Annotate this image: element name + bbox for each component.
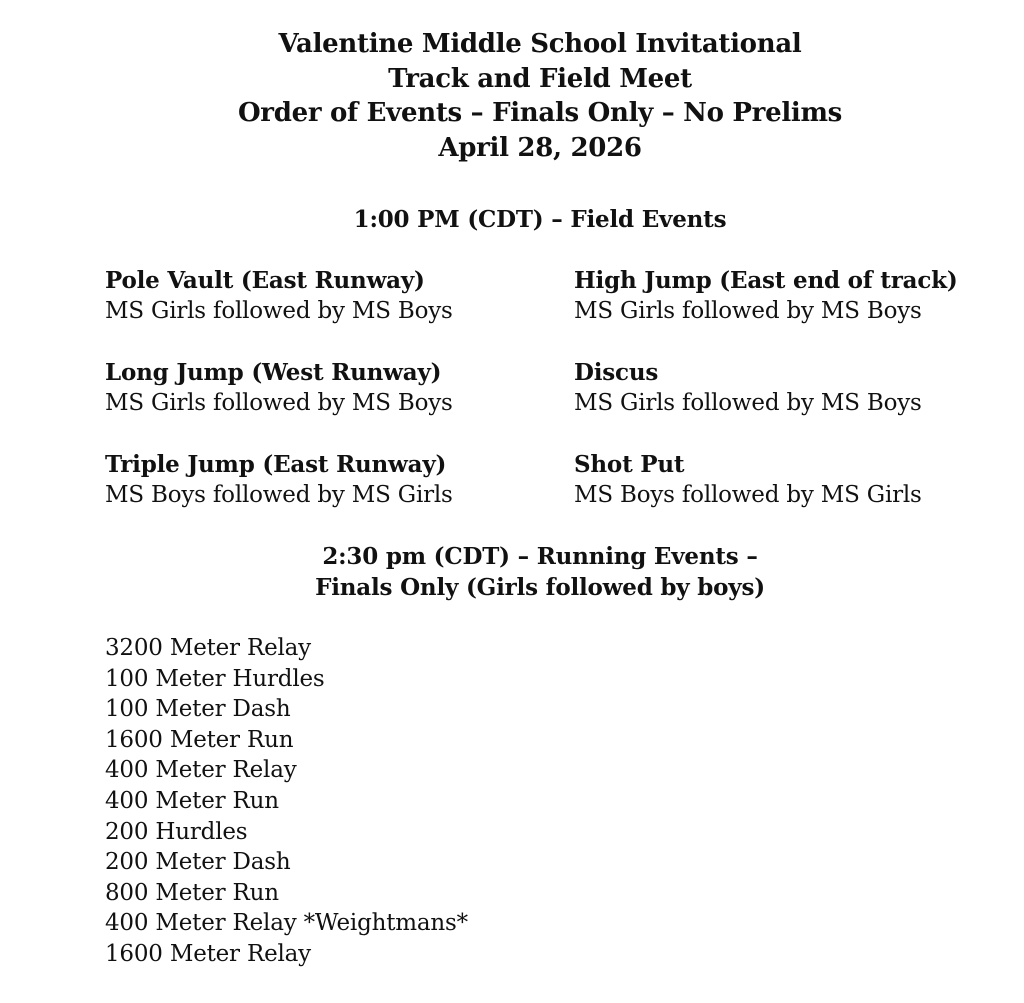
field-event-discus <box>574 357 922 419</box>
order-of-events-heading: Order of Events – Finals Only – No Prelims <box>237 98 843 128</box>
list-item: 400 Meter Run <box>105 787 279 814</box>
event-order: MS Girls followed by MS Boys <box>574 390 922 416</box>
field-event-triple-jump <box>105 449 453 511</box>
field-event-long-jump <box>105 357 453 419</box>
list-item: 800 Meter Run <box>105 879 279 906</box>
event-order: MS Girls followed by MS Boys <box>105 390 453 416</box>
event-order: MS Girls followed by MS Boys <box>574 298 922 324</box>
event-name: High Jump (East end of track) <box>574 267 958 294</box>
document-header <box>0 27 1024 165</box>
field-events-heading <box>0 204 1024 235</box>
meet-date: April 28, 2026 <box>438 132 642 163</box>
running-events-title: 2:30 pm (CDT) – Running Events – <box>322 543 758 570</box>
event-name: Long Jump (West Runway) <box>105 359 442 386</box>
event-name: Shot Put <box>574 451 685 478</box>
list-item: 3200 Meter Relay <box>105 635 311 661</box>
list-item: 1600 Meter Run <box>105 726 294 753</box>
meet-title: Valentine Middle School Invitational <box>278 29 802 59</box>
running-events-heading <box>0 541 1024 603</box>
field-events-title: 1:00 PM (CDT) – Field Events <box>353 206 727 233</box>
running-events-subtitle: Finals Only (Girls followed by boys) <box>315 574 765 601</box>
meet-subtitle: Track and Field Meet <box>388 63 692 94</box>
event-order: MS Boys followed by MS Girls <box>105 482 453 508</box>
list-item: 100 Meter Dash <box>105 696 291 723</box>
list-item: 200 Meter Dash <box>105 849 291 876</box>
event-name: Pole Vault (East Runway) <box>105 267 425 294</box>
field-event-high-jump <box>574 265 958 327</box>
field-event-shot-put <box>574 449 922 511</box>
event-order: MS Boys followed by MS Girls <box>574 482 922 508</box>
list-item: 400 Meter Relay *Weightmans* <box>105 910 468 937</box>
running-events-list <box>105 633 468 970</box>
event-order: MS Girls followed by MS Boys <box>105 298 453 324</box>
list-item: 1600 Meter Relay <box>105 940 311 967</box>
field-event-pole-vault <box>105 265 453 327</box>
event-name: Discus <box>574 359 659 386</box>
event-name: Triple Jump (East Runway) <box>105 451 447 478</box>
list-item: 400 Meter Relay <box>105 757 297 784</box>
list-item: 200 Hurdles <box>105 818 248 845</box>
list-item: 100 Meter Hurdles <box>105 665 325 692</box>
